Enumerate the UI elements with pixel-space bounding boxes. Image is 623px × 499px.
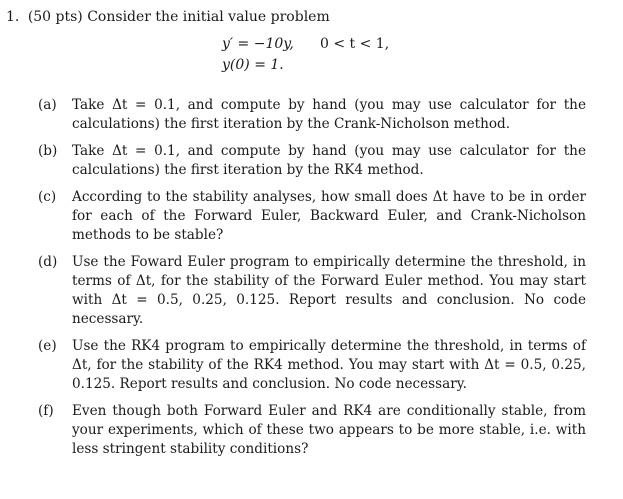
part-text: Take Δt = 0.1, and compute by hand (you may use calculator for the calculations) the first iteration by the RK4 method. [72, 143, 586, 178]
part-label: (b) [38, 143, 58, 159]
part-text: According to the stability analyses, how small does Δt have to be in order for each of the Forward Euler, Backward Euler, and Crank-Nicholson methods to be stable? [72, 189, 586, 243]
part-text: Take Δt = 0.1, and compute by hand (you may use calculator for the calculations) the first iteration by the Crank-Nicholson method. [72, 97, 586, 132]
ode-equation: y′ = −10y, [222, 36, 294, 52]
part-label: (c) [38, 189, 57, 205]
part-text: Even though both Forward Euler and RK4 are conditionally stable, from your experiments, which of these two appears to be more stable, i.e. with less stringent stability conditions? [72, 403, 586, 457]
part-label: (e) [38, 338, 57, 354]
problem-intro: (50 pts) Consider the initial value problem [27, 9, 330, 25]
problem-header [6, 9, 330, 26]
part-e [38, 337, 586, 394]
part-text: Use the Foward Euler program to empirically determine the threshold, in terms of Δt, for the stability of the Forward Euler method. You may start with Δt = 0.5, 0.25, 0.125. Report results and conclusion. No code necessary. [72, 254, 586, 327]
domain-condition: 0 < t < 1, [320, 36, 390, 52]
part-c [38, 188, 586, 245]
parts-list [38, 96, 586, 467]
problem-number: 1. [6, 9, 20, 25]
part-text: Use the RK4 program to empirically determine the threshold, in terms of Δt, for the stability of the RK4 method. You may start with Δt = 0.5, 0.25, 0.125. Report results and conclusion. No code necessary. [72, 338, 586, 392]
part-b [38, 142, 586, 180]
part-label: (a) [38, 97, 57, 113]
part-d [38, 253, 586, 329]
initial-condition: y(0) = 1. [222, 57, 284, 73]
part-label: (d) [38, 254, 58, 270]
part-f [38, 402, 586, 459]
part-label: (f) [38, 403, 54, 419]
part-a [38, 96, 586, 134]
